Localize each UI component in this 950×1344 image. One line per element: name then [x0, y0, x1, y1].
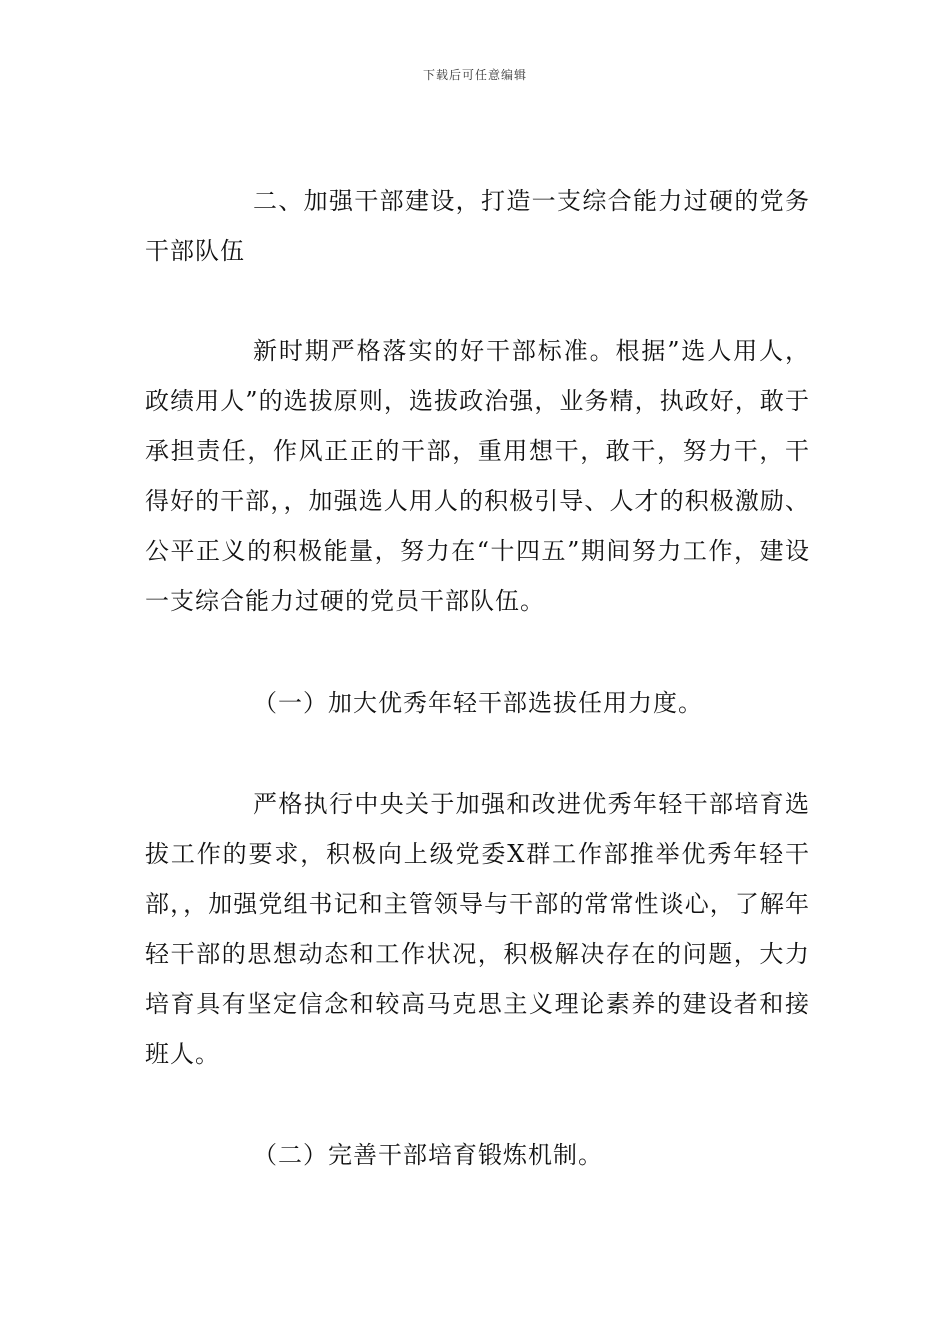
document-body [145, 176, 810, 1180]
header-note: 下载后可任意编辑 [422, 68, 527, 82]
section-heading: 二、加强干部建设，打造一支综合能力过硬的党务干部队伍 [145, 187, 810, 265]
body-paragraph: 新时期严格落实的好干部标准。根据”选人用人，政绩用人”的选拔原则，选拔政治强，业务精，执政好，敢于承担责任，作风正正的干部，重用想干，敢干，努力干，干得好的干部，，加强选人用人的积极引导、人才的积极激励、公平正义的积极能量，努力在“十四五”期间努力工作，建设一支综合能力过硬的党员干部队伍。 [145, 337, 810, 615]
body-paragraph: 严格执行中央关于加强和改进优秀年轻干部培育选拔工作的要求，积极向上级党委X群工作部推举优秀年轻干部，，加强党组书记和主管领导与干部的常常性谈心，了解年轻干部的思想动态和工作状况，积极解决存在的问题，大力培育具有坚定信念和较高马克思主义理论素养的建设者和接班人。 [145, 790, 810, 1068]
subsection-heading: （一）加大优秀年轻干部选拔任用力度。 [253, 689, 703, 717]
subsection-heading: （二）完善干部培育锻炼机制。 [253, 1141, 603, 1169]
